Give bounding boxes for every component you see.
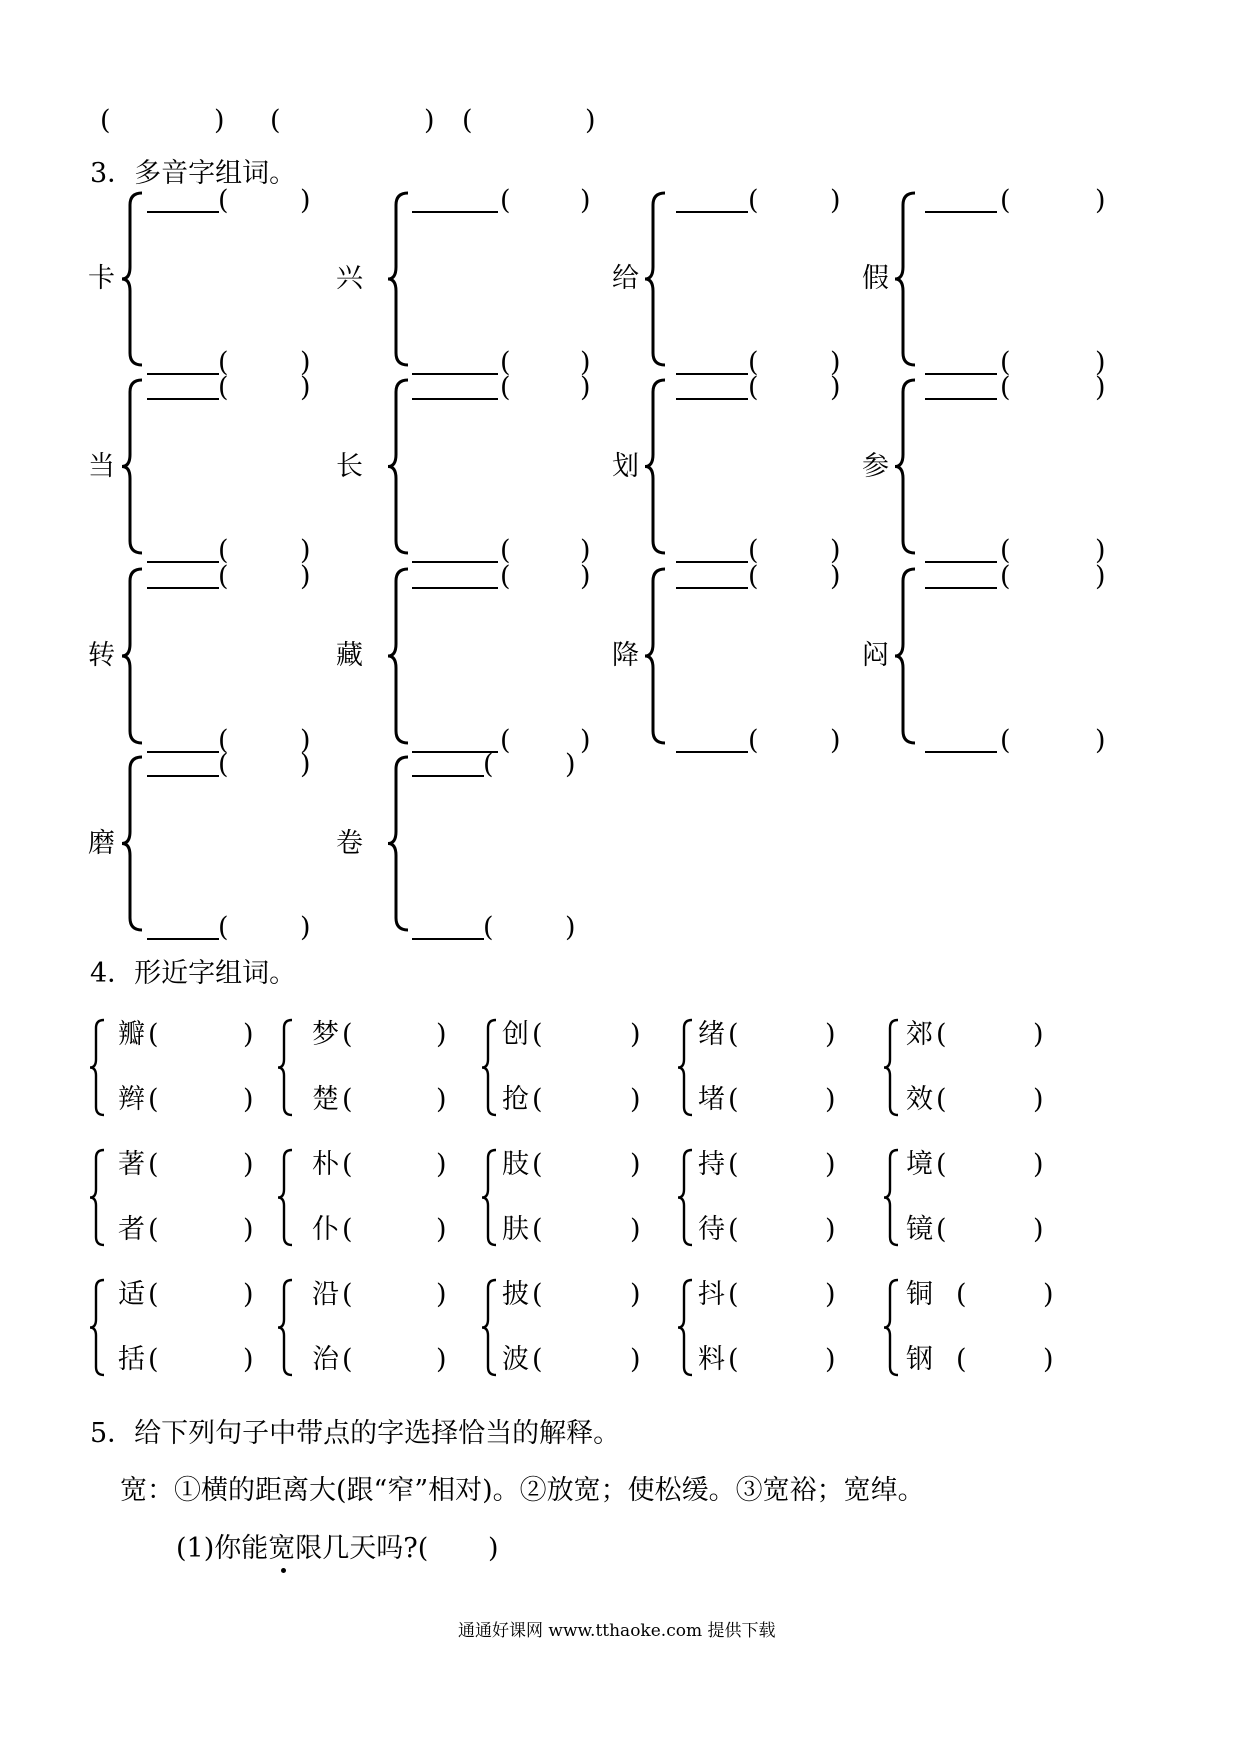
paren-close: ) [830, 347, 841, 378]
brace [643, 567, 669, 745]
brace [386, 378, 412, 555]
paren-open: ( [148, 1214, 159, 1245]
paren-close: ) [825, 1344, 836, 1375]
answer-blank[interactable] [412, 938, 484, 940]
paren-open: ( [1000, 185, 1011, 216]
paren-open: ( [532, 1019, 543, 1050]
paren-open: ( [748, 561, 759, 592]
paren-open: ( [342, 1084, 353, 1115]
paren-open: ( [936, 1019, 947, 1050]
paren-open: ( [1000, 561, 1011, 592]
answer-blank[interactable] [412, 775, 484, 777]
paren-close: ) [580, 535, 591, 566]
q4-char: 披 [502, 1279, 529, 1310]
paren-close: ) [300, 749, 311, 780]
paren-open: ( [342, 1214, 353, 1245]
answer-slot[interactable] [742, 1213, 822, 1247]
emphasis-dot [281, 1568, 286, 1573]
q4-title: 4．形近字组词。 [90, 958, 297, 989]
q3-char: 闷 [862, 640, 889, 671]
answer-blank[interactable] [147, 373, 219, 375]
q3-char: 参 [862, 450, 889, 482]
paren-close: ) [300, 347, 311, 378]
paren-open: ( [462, 105, 473, 136]
paren-close: ) [580, 372, 591, 403]
paren-open: ( [728, 1344, 739, 1375]
paren-open: ( [148, 1344, 159, 1375]
answer-blank[interactable] [412, 373, 498, 375]
q3-char: 转 [88, 640, 115, 671]
paren-close: ) [630, 1084, 641, 1115]
brace [120, 567, 146, 745]
brace [676, 1148, 696, 1247]
brace [643, 378, 669, 555]
paren-close: ) [436, 1149, 447, 1180]
paren-close: ) [436, 1084, 447, 1115]
paren-open: ( [728, 1149, 739, 1180]
paren-open: ( [1000, 347, 1011, 378]
paren-close: ) [1095, 535, 1106, 566]
q3-char: 降 [612, 640, 639, 671]
paren-close: ) [300, 725, 311, 756]
paren-close: ) [243, 1279, 254, 1310]
q4-char: 治 [312, 1344, 339, 1375]
answer-slot[interactable] [950, 1083, 1030, 1117]
paren-close: ) [830, 561, 841, 592]
answer-slot[interactable] [162, 1018, 242, 1052]
answer-slot[interactable] [742, 1343, 822, 1377]
q3-char: 划 [612, 450, 639, 482]
q4-char: 沿 [312, 1279, 339, 1310]
paren-close: ) [580, 725, 591, 756]
paren-open: ( [500, 535, 511, 566]
answer-slot[interactable] [162, 1148, 242, 1182]
brace [893, 567, 919, 745]
answer-slot[interactable] [950, 1278, 1030, 1312]
q3-char: 假 [862, 263, 889, 294]
paren-open: ( [270, 105, 281, 136]
answer-blank[interactable] [147, 938, 219, 940]
paren-close: ) [436, 1344, 447, 1375]
paren-open: ( [500, 561, 511, 592]
answer-blank[interactable] [925, 587, 997, 589]
brace [276, 1018, 296, 1117]
q4-char: 创 [502, 1019, 529, 1050]
paren-close: ) [580, 185, 591, 216]
brace [480, 1148, 500, 1247]
answer-slot[interactable] [950, 1148, 1030, 1182]
paren-close: ) [630, 1214, 641, 1245]
paren-close: ) [585, 105, 596, 136]
answer-blank[interactable] [676, 561, 748, 563]
paren-close: ) [436, 1019, 447, 1050]
paren-close: ) [243, 1214, 254, 1245]
q4-char: 朴 [312, 1149, 339, 1180]
q4-char: 境 [906, 1149, 933, 1180]
paren-close: ) [1095, 185, 1106, 216]
paren-close: ) [1095, 347, 1106, 378]
brace [893, 191, 919, 367]
paren-close: ) [830, 725, 841, 756]
paren-open: ( [748, 372, 759, 403]
brace [882, 1148, 902, 1247]
q4-char: 郊 [906, 1019, 933, 1050]
q3-char: 磨 [88, 827, 115, 859]
paren-close: ) [214, 105, 225, 136]
q4-char: 钢 [906, 1344, 933, 1375]
q4-char: 括 [118, 1344, 145, 1375]
paren-open: ( [1000, 535, 1011, 566]
paren-close: ) [1095, 561, 1106, 592]
brace [120, 755, 146, 932]
paren-close: ) [243, 1084, 254, 1115]
q3-char: 藏 [336, 640, 363, 671]
paren-open: ( [500, 347, 511, 378]
paren-open: ( [218, 185, 229, 216]
paren-open: ( [956, 1344, 967, 1375]
answer-slot[interactable] [546, 1343, 626, 1377]
answer-blank[interactable] [147, 211, 219, 213]
q4-char: 待 [698, 1214, 725, 1245]
answer-slot[interactable] [950, 1213, 1030, 1247]
answer-blank[interactable] [147, 561, 219, 563]
paren-open: ( [500, 372, 511, 403]
paren-close: ) [580, 347, 591, 378]
paren-close: ) [830, 185, 841, 216]
answer-blank[interactable] [676, 373, 748, 375]
paren-open: ( [1000, 725, 1011, 756]
q4-char: 绪 [698, 1019, 725, 1050]
brace [88, 1018, 108, 1117]
q4-char: 辫 [118, 1084, 145, 1115]
paren-close: ) [1043, 1344, 1054, 1375]
brace [120, 191, 146, 367]
paren-open: ( [936, 1214, 947, 1245]
paren-close: ) [300, 185, 311, 216]
q4-char: 瓣 [118, 1019, 145, 1050]
q4-char: 铜 [906, 1279, 933, 1310]
paren-open: ( [532, 1149, 543, 1180]
paren-close: ) [1095, 372, 1106, 403]
paren-open: ( [728, 1084, 739, 1115]
paren-open: ( [218, 535, 229, 566]
answer-slot[interactable] [742, 1018, 822, 1052]
answer-blank[interactable] [925, 211, 997, 213]
answer-blank[interactable] [925, 561, 997, 563]
answer-slot[interactable] [950, 1018, 1030, 1052]
q5-sentence-1: (1)你能宽限几天吗?( [176, 1533, 429, 1564]
paren-close: ) [1043, 1279, 1054, 1310]
q5-sentence-1-close: ) [488, 1533, 499, 1564]
q5-title: 5．给下列句子中带点的字选择恰当的解释。 [90, 1418, 621, 1449]
q4-char: 堵 [698, 1084, 725, 1115]
brace [480, 1018, 500, 1117]
answer-blank[interactable] [925, 398, 997, 400]
paren-open: ( [148, 1019, 159, 1050]
paren-open: ( [218, 347, 229, 378]
paren-close: ) [243, 1149, 254, 1180]
q4-char: 适 [118, 1279, 145, 1310]
paren-open: ( [532, 1279, 543, 1310]
paren-close: ) [825, 1019, 836, 1050]
paren-open: ( [728, 1279, 739, 1310]
q4-char: 抢 [502, 1084, 529, 1115]
paren-open: ( [342, 1019, 353, 1050]
answer-blank[interactable] [412, 211, 498, 213]
brace [676, 1018, 696, 1117]
answer-blank[interactable] [147, 398, 219, 400]
brace [120, 378, 146, 555]
q4-char: 波 [502, 1344, 529, 1375]
paren-close: ) [565, 912, 576, 943]
brace [480, 1278, 500, 1377]
paren-close: ) [424, 105, 435, 136]
paren-open: ( [218, 725, 229, 756]
q4-char: 效 [906, 1084, 933, 1115]
q4-char: 肢 [502, 1149, 529, 1180]
footer-text: 通通好课网 www.tthaoke.com 提供下载 [458, 1621, 776, 1641]
answer-slot[interactable] [742, 1278, 822, 1312]
answer-blank[interactable] [676, 211, 748, 213]
paren-open: ( [218, 912, 229, 943]
q3-title: 3．多音字组词。 [90, 158, 297, 189]
answer-blank[interactable] [412, 398, 498, 400]
paren-close: ) [630, 1019, 641, 1050]
paren-open: ( [748, 347, 759, 378]
paren-open: ( [1000, 372, 1011, 403]
q4-char: 仆 [312, 1214, 339, 1245]
brace [676, 1278, 696, 1377]
paren-open: ( [532, 1084, 543, 1115]
brace [88, 1148, 108, 1247]
brace [882, 1018, 902, 1117]
answer-slot[interactable] [162, 1343, 242, 1377]
brace [643, 191, 669, 367]
paren-open: ( [728, 1019, 739, 1050]
paren-open: ( [956, 1279, 967, 1310]
answer-slot[interactable] [546, 1213, 626, 1247]
brace [276, 1278, 296, 1377]
paren-close: ) [243, 1344, 254, 1375]
answer-slot[interactable] [356, 1213, 436, 1247]
answer-slot[interactable] [356, 1278, 436, 1312]
answer-slot[interactable] [356, 1148, 436, 1182]
q4-char: 者 [118, 1214, 145, 1245]
q4-char: 肤 [502, 1214, 529, 1245]
brace [386, 191, 412, 367]
paren-close: ) [1033, 1019, 1044, 1050]
answer-slot[interactable] [546, 1018, 626, 1052]
q5-definition: 宽：①横的距离大(跟“窄”相对)。②放宽；使松缓。③宽裕；宽绰。 [120, 1475, 925, 1506]
brace [276, 1148, 296, 1247]
paren-open: ( [483, 912, 494, 943]
paren-close: ) [825, 1279, 836, 1310]
brace [386, 755, 412, 932]
paren-open: ( [500, 725, 511, 756]
answer-blank[interactable] [925, 373, 997, 375]
q4-char: 料 [698, 1344, 725, 1375]
paren-close: ) [1033, 1214, 1044, 1245]
paren-open: ( [148, 1084, 159, 1115]
paren-open: ( [148, 1279, 159, 1310]
answer-slot[interactable] [356, 1343, 436, 1377]
paren-open: ( [532, 1214, 543, 1245]
brace [882, 1278, 902, 1377]
paren-open: ( [748, 185, 759, 216]
brace [386, 567, 412, 745]
paren-close: ) [825, 1214, 836, 1245]
paren-close: ) [580, 561, 591, 592]
paren-close: ) [300, 372, 311, 403]
paren-open: ( [218, 749, 229, 780]
paren-close: ) [436, 1214, 447, 1245]
paren-open: ( [218, 372, 229, 403]
answer-blank[interactable] [147, 775, 219, 777]
paren-close: ) [300, 535, 311, 566]
q3-char: 卷 [336, 827, 363, 859]
q4-char: 著 [118, 1149, 145, 1180]
paren-close: ) [630, 1149, 641, 1180]
paren-open: ( [728, 1214, 739, 1245]
answer-blank[interactable] [676, 751, 748, 753]
paren-open: ( [342, 1344, 353, 1375]
q3-char: 长 [336, 450, 363, 482]
brace [88, 1278, 108, 1377]
paren-close: ) [630, 1279, 641, 1310]
answer-blank[interactable] [676, 398, 748, 400]
answer-slot[interactable] [162, 1213, 242, 1247]
answer-slot[interactable] [546, 1083, 626, 1117]
answer-blank[interactable] [147, 587, 219, 589]
paren-close: ) [243, 1019, 254, 1050]
answer-slot[interactable] [742, 1083, 822, 1117]
paren-open: ( [532, 1344, 543, 1375]
paren-open: ( [936, 1084, 947, 1115]
paren-open: ( [342, 1279, 353, 1310]
answer-slot[interactable] [356, 1018, 436, 1052]
answer-slot[interactable] [546, 1148, 626, 1182]
brace [893, 378, 919, 555]
answer-slot[interactable] [356, 1083, 436, 1117]
paren-close: ) [830, 535, 841, 566]
paren-open: ( [748, 535, 759, 566]
paren-open: ( [500, 185, 511, 216]
paren-open: ( [483, 749, 494, 780]
answer-blank[interactable] [412, 587, 498, 589]
answer-blank[interactable] [925, 751, 997, 753]
paren-open: ( [342, 1149, 353, 1180]
paren-close: ) [1033, 1149, 1044, 1180]
answer-blank[interactable] [147, 751, 219, 753]
q4-char: 抖 [698, 1279, 725, 1310]
answer-slot[interactable] [742, 1148, 822, 1182]
paren-open: ( [936, 1149, 947, 1180]
paren-close: ) [436, 1279, 447, 1310]
paren-close: ) [830, 372, 841, 403]
q3-char: 给 [612, 263, 639, 294]
q3-char: 兴 [336, 263, 363, 294]
paren-close: ) [825, 1084, 836, 1115]
answer-blank[interactable] [676, 587, 748, 589]
paren-close: ) [630, 1344, 641, 1375]
paren-close: ) [1095, 725, 1106, 756]
q3-char: 卡 [88, 263, 115, 294]
answer-slot[interactable] [950, 1343, 1030, 1377]
q4-char: 持 [698, 1149, 725, 1180]
answer-slot[interactable] [162, 1083, 242, 1117]
q4-char: 楚 [312, 1084, 339, 1115]
answer-slot[interactable] [162, 1278, 242, 1312]
paren-close: ) [300, 561, 311, 592]
answer-slot[interactable] [546, 1278, 626, 1312]
q4-char: 镜 [906, 1214, 933, 1245]
answer-blank[interactable] [412, 561, 498, 563]
paren-open: ( [100, 105, 111, 136]
paren-open: ( [748, 725, 759, 756]
q3-char: 当 [88, 450, 115, 482]
q4-char: 梦 [312, 1019, 339, 1050]
paren-close: ) [300, 912, 311, 943]
paren-open: ( [148, 1149, 159, 1180]
paren-close: ) [1033, 1084, 1044, 1115]
paren-close: ) [825, 1149, 836, 1180]
paren-close: ) [565, 749, 576, 780]
paren-open: ( [218, 561, 229, 592]
